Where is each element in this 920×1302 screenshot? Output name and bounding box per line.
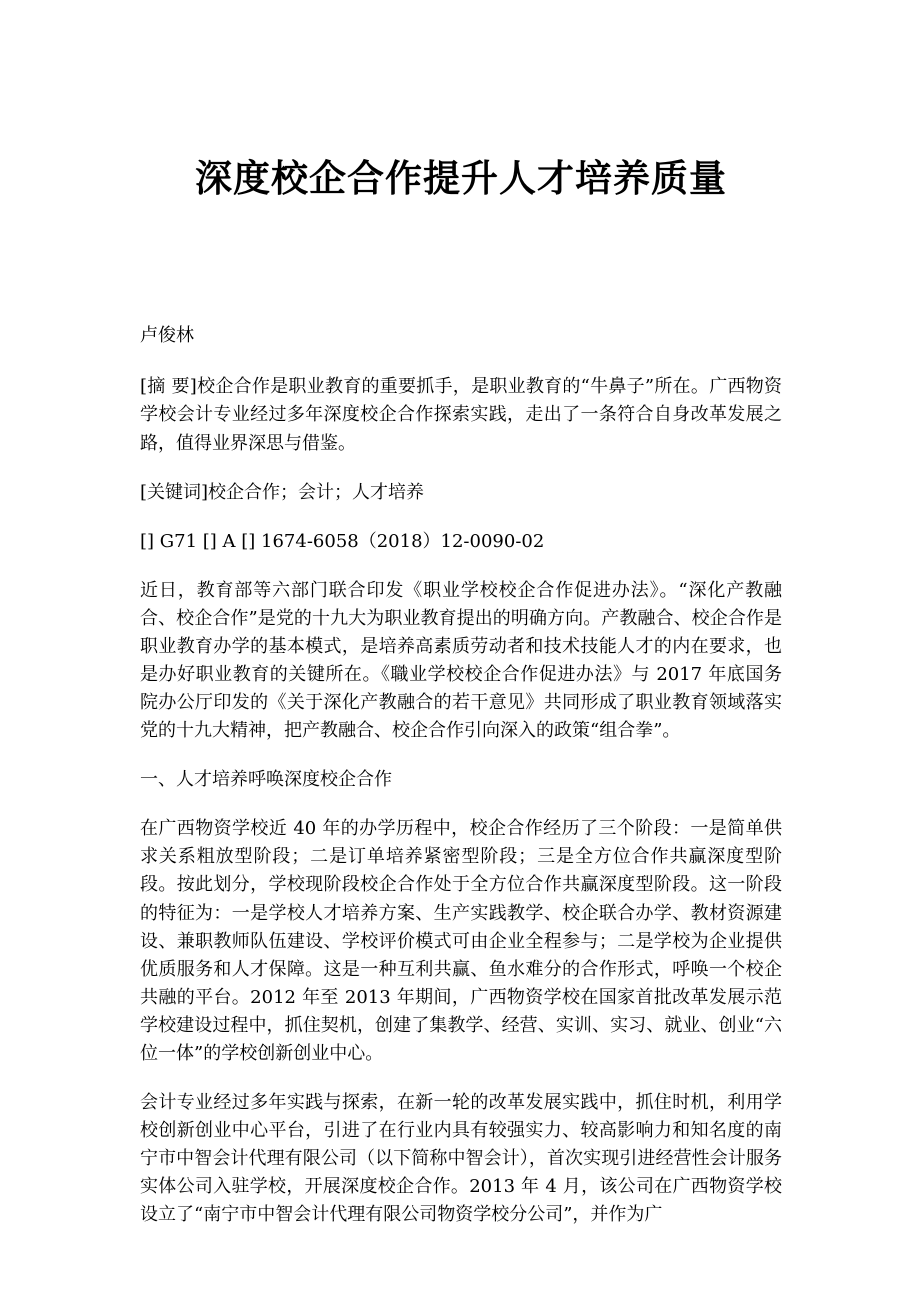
keywords-line: [关键词]校企合作；会计；人才培养 — [140, 481, 425, 503]
body-paragraph-1: 近日，教育部等六部门联合印发《职业学校校企合作促进办法》。“深化产教融合、校企合作”是党的十九大为职业教育提出的明确方向。产教融合、校企合作是职业教育办学的基本模式，是培养高素质劳动者和技术技能人才的内在要求，也是办好职业教育的关键所在。《職业学校校企合作促进办法》与 2017 年底国务院办公厅印发的《关于深化产教融合的若干意见》共同形成了职业教育领域落实党的十九大精神，把产教融合、校企合作引向深入的政策“组合拳”。 — [140, 579, 782, 742]
document-title: 深度校企合作提升人才培养质量 — [195, 156, 727, 200]
body-paragraph-2: 在广西物资学校近 40 年的办学历程中，校企合作经历了三个阶段：一是简单供求关系粗放型阶段；二是订单培养紧密型阶段；三是全方位合作共赢深度型阶段。按此划分，学校现阶段校企合作处于全方位合作共赢深度型阶段。这一阶段的特征为：一是学校人才培养方案、生产实践教学、校企联合办学、教材资源建设、兼职教师队伍建设、学校评价模式可由企业全程参与；二是学校为企业提供优质服务和人才保障。这是一种互利共赢、鱼水难分的合作形式，呼唤一个校企共融的平台。2012 年至 2013 年期间，广西物资学校在国家首批改革发展示范学校建设过程中，抓住契机，创建了集教学、经营、实训、实习、就业、创业“六位一体”的学校创新创业中心。 — [140, 818, 782, 1064]
section-heading-1: 一、人才培养呼唤深度校企合作 — [140, 769, 392, 791]
author-name: 卢俊林 — [140, 325, 194, 347]
body-paragraph-3: 会计专业经过多年实践与探索，在新一轮的改革发展实践中，抓住时机，利用学校创新创业中心平台，引进了在行业内具有较强实力、较高影响力和知名度的南宁市中智会计代理有限公司（以下简称中智会计），首次实现引进经营性会计服务实体公司入驻学校，开展深度校企合作。2013 年 4 月，该公司在广西物资学校设立了“南宁市中智会计代理有限公司物资学校分公司”，并作为广 — [140, 1092, 782, 1226]
classification-codes: [] G71 [] A [] 1674-6058（2018）12-0090-02 — [140, 530, 545, 552]
abstract-paragraph: [摘 要]校企合作是职业教育的重要抓手，是职业教育的“牛鼻子”所在。广西物资学校会计专业经过多年深度校企合作探索实践，走出了一条符合自身改革发展之路，值得业界深思与借鉴。 — [140, 376, 782, 454]
